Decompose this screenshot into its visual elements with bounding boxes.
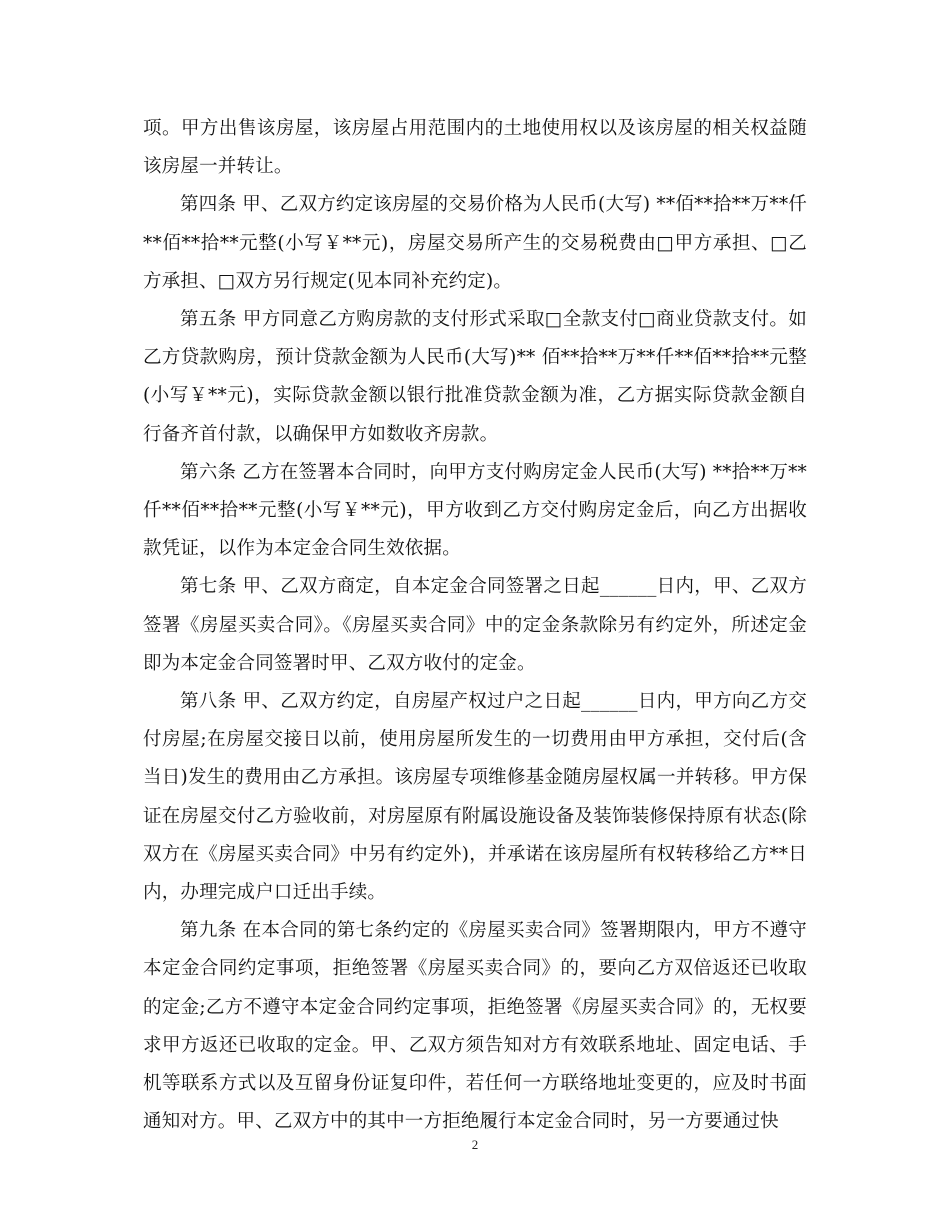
paragraph-article-6: 第六条 乙方在签署本合同时，向甲方支付购房定金人民币(大写) **拾**万**仟**佰**拾**元整(小写￥**元)，甲方收到乙方交付购房定金后，向乙方出据收款凭证，以作为本定金合同生效依据。 — [143, 461, 807, 560]
document-body — [143, 110, 807, 1141]
page-number: 2 — [471, 1137, 479, 1152]
paragraph-article-7: 第七条 甲、乙双方商定，自本定金合同签署之日起______日内，甲、乙双方签署《房屋买卖合同》。《房屋买卖合同》中的定金条款除另有约定外，所述定金即为本定金合同签署时甲、乙双方收付的定金。 — [143, 576, 807, 674]
paragraph-continuation: 项。甲方出售该房屋，该房屋占用范围内的土地使用权以及该房屋的相关权益随该房屋一并转让。 — [143, 118, 807, 178]
paragraph-article-4: 第四条 甲、乙双方约定该房屋的交易价格为人民币(大写) **佰**拾**万**仟**佰**拾**元整(小写￥**元)，房屋交易所产生的交易税费由□甲方承担、□乙方承担、□双方另行规定(见本同补充约定)。 — [143, 194, 807, 292]
paragraph-article-9: 第九条 在本合同的第七条约定的《房屋买卖合同》签署期限内，甲方不遵守本定金合同约定事项，拒绝签署《房屋买卖合同》的，要向乙方双倍返还已收取的定金;乙方不遵守本定金合同约定事项，拒绝签署《房屋买卖合同》的，无权要求甲方返还已收取的定金。甲、乙双方须告知对方有效联系地址、固定电话、手机等联系方式以及互留身份证复印件，若任何一方联络地址变更的，应及时书面通知对方。甲、乙双方中的其中一方拒绝履行本定金合同时，另一方要通过快 — [143, 920, 807, 1133]
paragraph-article-8: 第八条 甲、乙双方约定，自房屋产权过户之日起______日内，甲方向乙方交付房屋;在房屋交接日以前，使用房屋所发生的一切费用由甲方承担，交付后(含当日)发生的费用由乙方承担。该房屋专项维修基金随房屋权属一并转移。甲方保证在房屋交付乙方验收前，对房屋原有附属设施设备及装饰装修保持原有状态(除双方在《房屋买卖合同》中另有约定外)，并承诺在该房屋所有权转移给乙方**日内，办理完成户口迁出手续。 — [143, 691, 807, 904]
paragraph-article-5: 第五条 甲方同意乙方购房款的支付形式采取□全款支付□商业贷款支付。如乙方贷款购房，预计贷款金额为人民币(大写)** 佰**拾**万**仟**佰**拾**元整(小写￥**元)，实际贷款金额以银行批准贷款金额为准，乙方据实际贷款金额自行备齐首付款，以确保甲方如数收齐房款。 — [143, 309, 807, 445]
